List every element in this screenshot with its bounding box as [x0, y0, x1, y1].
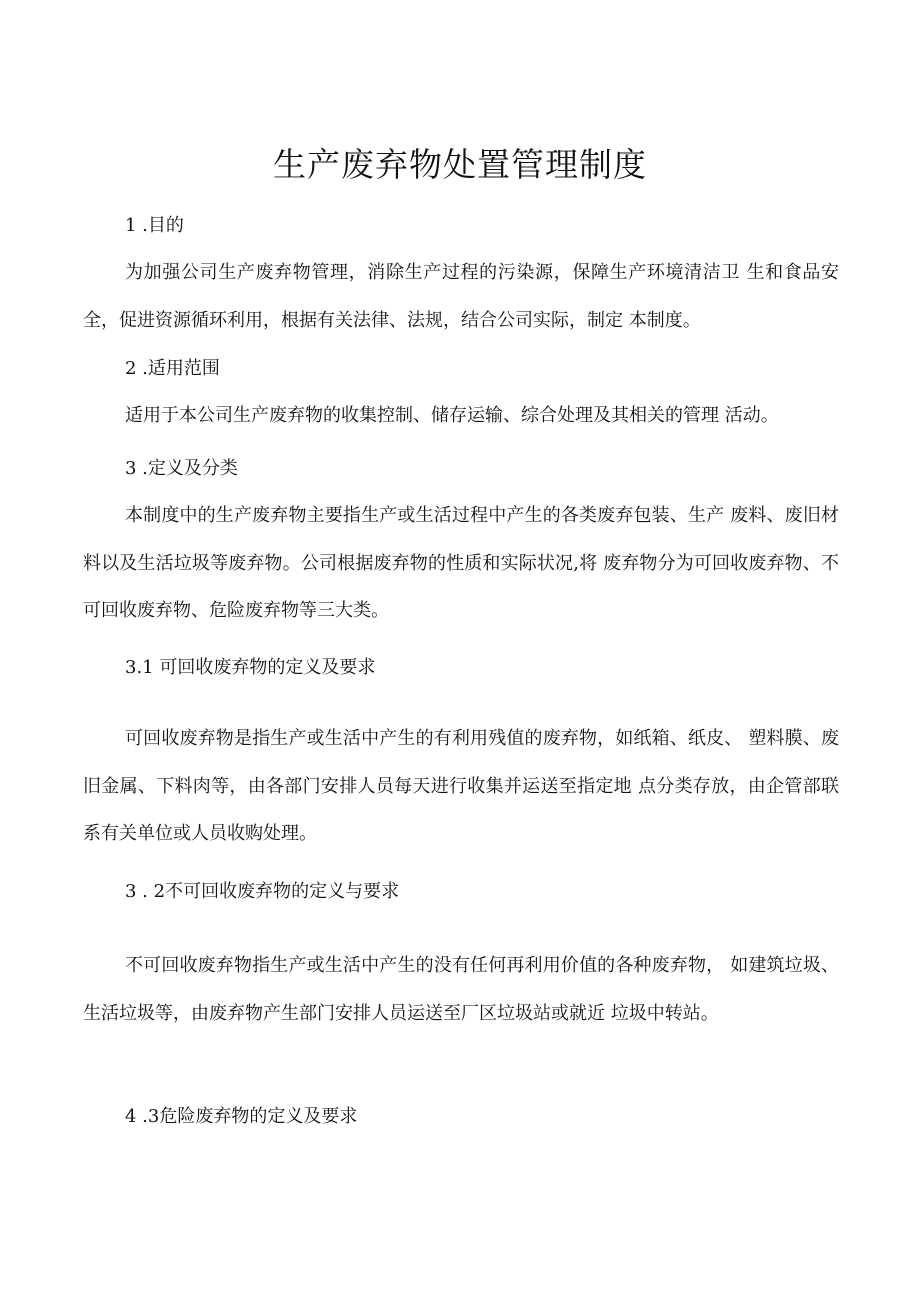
paragraph-recyclable: 可回收废弃物是指生产或生活中产生的有利用残值的废弃物，如纸箱、纸皮、 塑料膜、废旧金属、下料肉等，由各部门安排人员每天进行收集并运送至指定地 点分类存放，由企管部联系有关单位或人员收购处理。: [83, 728, 839, 844]
section-heading-scope: 2 .适用范围: [125, 358, 220, 379]
section-heading-hazardous: 4 .3危险废弃物的定义及要求: [125, 1106, 358, 1127]
document-title: 生产废弃物处置管理制度: [273, 145, 647, 185]
paragraph-non-recyclable: 不可回收废弃物指生产或生活中产生的没有任何再利用价值的各种废弃物， 如建筑垃圾、生活垃圾等，由废弃物产生部门安排人员运送至厂区垃圾站或就近 垃圾中转站。: [83, 955, 839, 1024]
section-heading-definitions: 3 .定义及分类: [125, 458, 238, 479]
paragraph-definitions: 本制度中的生产废弃物主要指生产或生活过程中产生的各类废弃包装、生产 废料、废旧材料以及生活垃圾等废弃物。公司根据废弃物的性质和实际状况,将 废弃物分为可回收废弃物、不可回收废弃物、危险废弃物等三大类。: [83, 505, 839, 621]
paragraph-scope: 适用于本公司生产废弃物的收集控制、储存运输、综合处理及其相关的管理 活动。: [125, 405, 779, 426]
paragraph-purpose: 为加强公司生产废弃物管理，消除生产过程的污染源，保障生产环境清洁卫 生和食品安全，促进资源循环利用，根据有关法律、法规，结合公司实际，制定 本制度。: [83, 262, 839, 331]
section-heading-purpose: 1 .目的: [125, 215, 184, 236]
section-heading-non-recyclable: 3 . 2不可回收废弃物的定义与要求: [125, 881, 400, 902]
section-heading-recyclable: 3.1 可回收废弃物的定义及要求: [125, 657, 376, 678]
